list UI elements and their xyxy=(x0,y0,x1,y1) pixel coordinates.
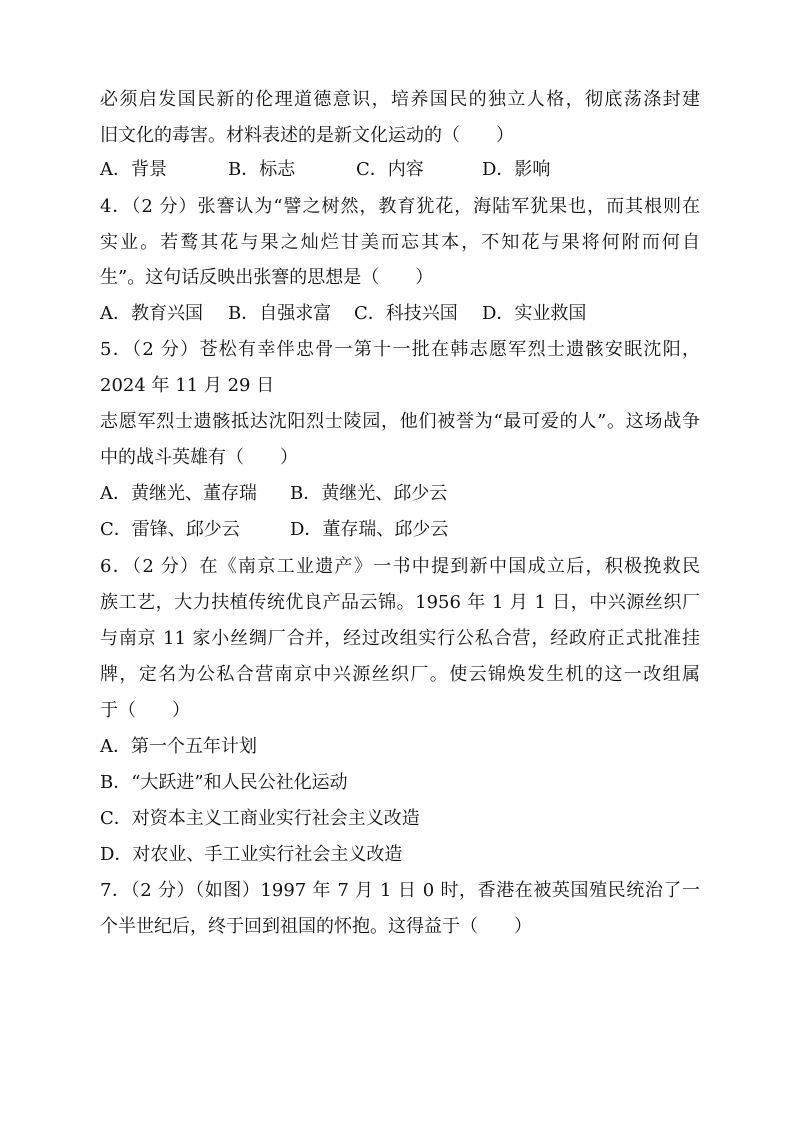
question-6-option-b[interactable]: B．“大跃进”和人民公社化运动 xyxy=(100,772,348,793)
question-4-stem-line-1: 4．（2 分）张謇认为“譬之树然，教育犹花，海陆军犹果也，而其根则在 xyxy=(100,196,700,217)
question-4-option-b[interactable]: B．自强求富 xyxy=(228,303,332,324)
question-5-option-c[interactable]: C．雷锋、邱少云 xyxy=(100,519,240,540)
question-6-option-c[interactable]: C．对资本主义工商业实行社会主义改造 xyxy=(100,808,420,829)
question-5-stem-line-2: 2024 年 11 月 29 日 xyxy=(100,375,275,396)
question-6-stem-line-1: 6．（2 分）在《南京工业遗产》一书中提到新中国成立后，积极挽救民 xyxy=(100,556,700,577)
question-3-stem-line-1: 必须启发国民新的伦理道德意识，培养国民的独立人格，彻底荡涤封建 xyxy=(100,89,700,110)
question-5-option-d[interactable]: D．董存瑞、邱少云 xyxy=(290,519,449,540)
question-6-option-d[interactable]: D．对农业、手工业实行社会主义改造 xyxy=(100,844,403,865)
question-3-option-a[interactable]: A．背景 xyxy=(100,159,167,180)
question-4-option-c[interactable]: C．科技兴国 xyxy=(354,303,458,324)
question-3-option-d[interactable]: D．影响 xyxy=(482,159,551,180)
question-6-stem-line-5: 于（ ） xyxy=(100,700,190,721)
question-5-stem-line-1: 5．（2 分）苍松有幸伴忠骨一第十一批在韩志愿军烈士遗骸安眠沈阳， xyxy=(100,339,700,360)
question-7-stem-line-1: 7．（2 分）（如图）1997 年 7 月 1 日 0 时，香港在被英国殖民统治了一 xyxy=(100,880,700,901)
question-4-option-d[interactable]: D．实业救国 xyxy=(482,303,587,324)
question-4-stem-line-2: 实业。若鹜其花与果之灿烂甘美而忘其本，不知花与果将何附而何自 xyxy=(100,232,700,253)
question-3-stem-line-2: 旧文化的毒害。材料表述的是新文化运动的（ ） xyxy=(100,125,514,146)
question-5-option-a[interactable]: A．黄继光、董存瑞 xyxy=(100,483,257,504)
question-5-option-b[interactable]: B．黄继光、邱少云 xyxy=(290,483,448,504)
question-6-stem-line-2: 族工艺，大力扶植传统优良产品云锦。1956 年 1 月 1 日，中兴源丝织厂 xyxy=(100,592,700,613)
question-7-stem-line-2: 个半世纪后，终于回到祖国的怀抱。这得益于（ ） xyxy=(100,916,532,937)
question-6-stem-line-3: 与南京 11 家小丝绸厂合并，经过改组实行公私合营，经政府正式批准挂 xyxy=(100,628,700,649)
question-5-stem-line-3: 志愿军烈士遗骸抵达沈阳烈士陵园，他们被誉为“最可爱的人”。这场战争 xyxy=(100,411,700,432)
question-4-option-a[interactable]: A．教育兴国 xyxy=(100,303,203,324)
question-3-option-c[interactable]: C．内容 xyxy=(356,159,424,180)
question-3-option-b[interactable]: B．标志 xyxy=(228,159,296,180)
question-6-stem-line-4: 牌，定名为公私合营南京中兴源丝织厂。使云锦焕发生机的这一改组属 xyxy=(100,664,700,685)
question-5-stem-line-4: 中的战斗英雄有（ ） xyxy=(100,447,298,468)
question-4-stem-line-3: 生”。这句话反映出张謇的思想是（ ） xyxy=(100,267,434,288)
question-6-option-a[interactable]: A．第一个五年计划 xyxy=(100,736,257,757)
